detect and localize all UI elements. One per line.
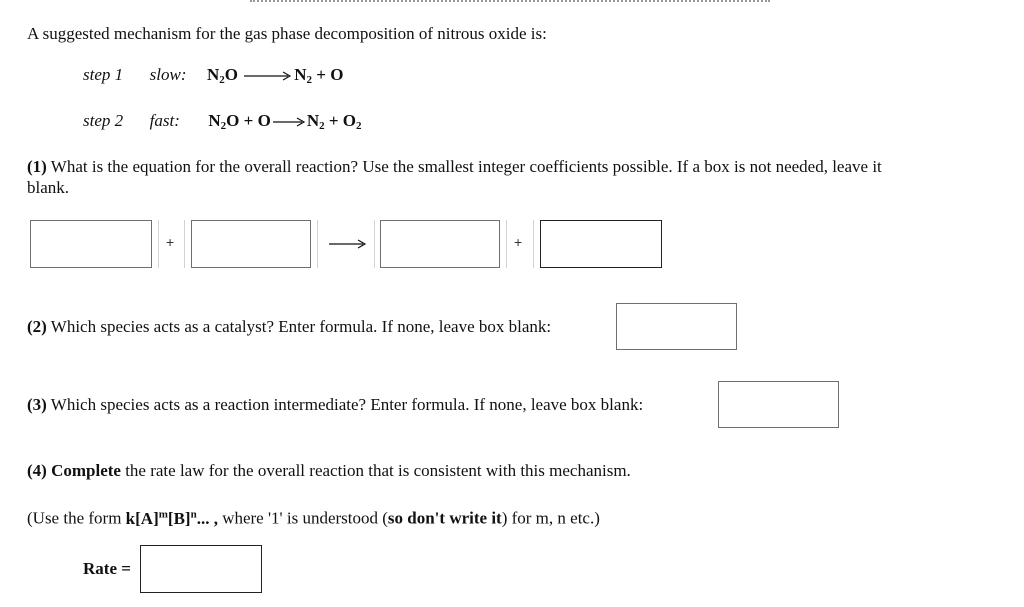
- q3-line: [27, 395, 643, 415]
- note-text: (Use the form: [27, 508, 126, 528]
- intermediate-input[interactable]: [719, 382, 838, 427]
- q2-line: [27, 317, 551, 337]
- q3-number: (3): [27, 395, 47, 414]
- divider: [184, 220, 185, 268]
- reactant-input-2[interactable]: [192, 221, 310, 267]
- step2-speed: fast:: [149, 111, 180, 130]
- plus-sign: +: [316, 65, 326, 84]
- reactant-input-1[interactable]: [31, 221, 151, 267]
- q2-text: Which species acts as a catalyst? Enter formula. If none, leave box blank:: [50, 317, 552, 336]
- rate-input[interactable]: [141, 546, 261, 592]
- step2-equation: [208, 111, 361, 130]
- plus-sign: +: [328, 111, 339, 130]
- product-input-1[interactable]: [381, 221, 499, 267]
- q1-number: (1): [27, 157, 47, 176]
- rate-label: Rate =: [83, 559, 131, 578]
- q1-text: What is the equation for the overall reaction? Use the smallest integer coefficients possible. If a box is not needed, leave it: [50, 157, 882, 176]
- plus-sign: +: [166, 234, 175, 250]
- catalyst-input[interactable]: [617, 304, 736, 349]
- reaction-arrow-icon: [271, 116, 307, 128]
- product-box-1[interactable]: [380, 220, 500, 268]
- q4-text: the rate law for the overall reaction that is consistent with this mechanism.: [125, 461, 631, 480]
- product-box-2[interactable]: [540, 220, 662, 268]
- reaction-arrow-icon: [327, 237, 369, 251]
- q2-number: (2): [27, 317, 47, 336]
- chem-n2o: $N_2O$: [206, 65, 238, 86]
- q4-bold-word: Complete: [51, 461, 121, 480]
- note-text: ) for m, n etc.): [501, 508, 600, 528]
- chem-o: O: [257, 111, 271, 130]
- step1-speed: slow:: [149, 65, 187, 84]
- plus-sign: +: [243, 111, 254, 130]
- intro-text: A suggested mechanism for the gas phase decomposition of nitrous oxide is:: [27, 24, 547, 43]
- divider: [374, 220, 375, 268]
- reactant-box-2[interactable]: [191, 220, 311, 268]
- note-text: where '1' is understood (: [217, 508, 388, 528]
- step2-label: step 2: [83, 111, 124, 130]
- q4-line: [27, 461, 631, 481]
- rate-form: $k[A]^m[B]^n$... ,: [125, 508, 218, 528]
- rate-box[interactable]: [140, 545, 262, 593]
- step1-equation: [207, 65, 343, 84]
- product-input-2[interactable]: [541, 221, 661, 267]
- chem-n2: $N_2$: [306, 111, 325, 132]
- cropped-header-line: [250, 0, 770, 5]
- intermediate-box[interactable]: [718, 381, 839, 428]
- chem-o: O: [330, 65, 344, 84]
- divider: [506, 220, 507, 268]
- divider: [533, 220, 534, 268]
- q1-line2: blank.: [27, 178, 70, 197]
- step1-label: step 1: [83, 65, 124, 84]
- q3-text: Which species acts as a reaction intermediate? Enter formula. If none, leave box blank:: [50, 395, 644, 414]
- reaction-arrow-icon: [242, 70, 294, 82]
- step1-row: [83, 65, 343, 85]
- plus-sign: +: [514, 234, 523, 250]
- chem-n2: $N_2$: [294, 65, 313, 86]
- reactant-box-1[interactable]: [30, 220, 152, 268]
- q1-line1: [27, 157, 882, 177]
- note-bold: so don't write it: [387, 508, 502, 528]
- divider: [158, 220, 159, 268]
- catalyst-box[interactable]: [616, 303, 737, 350]
- chem-n2o: $N_2O$: [208, 111, 240, 132]
- divider: [317, 220, 318, 268]
- step2-row: [83, 111, 362, 131]
- q4-number: (4): [27, 461, 47, 480]
- q4-note: [27, 508, 600, 529]
- chem-o2: $O_2$: [342, 111, 362, 132]
